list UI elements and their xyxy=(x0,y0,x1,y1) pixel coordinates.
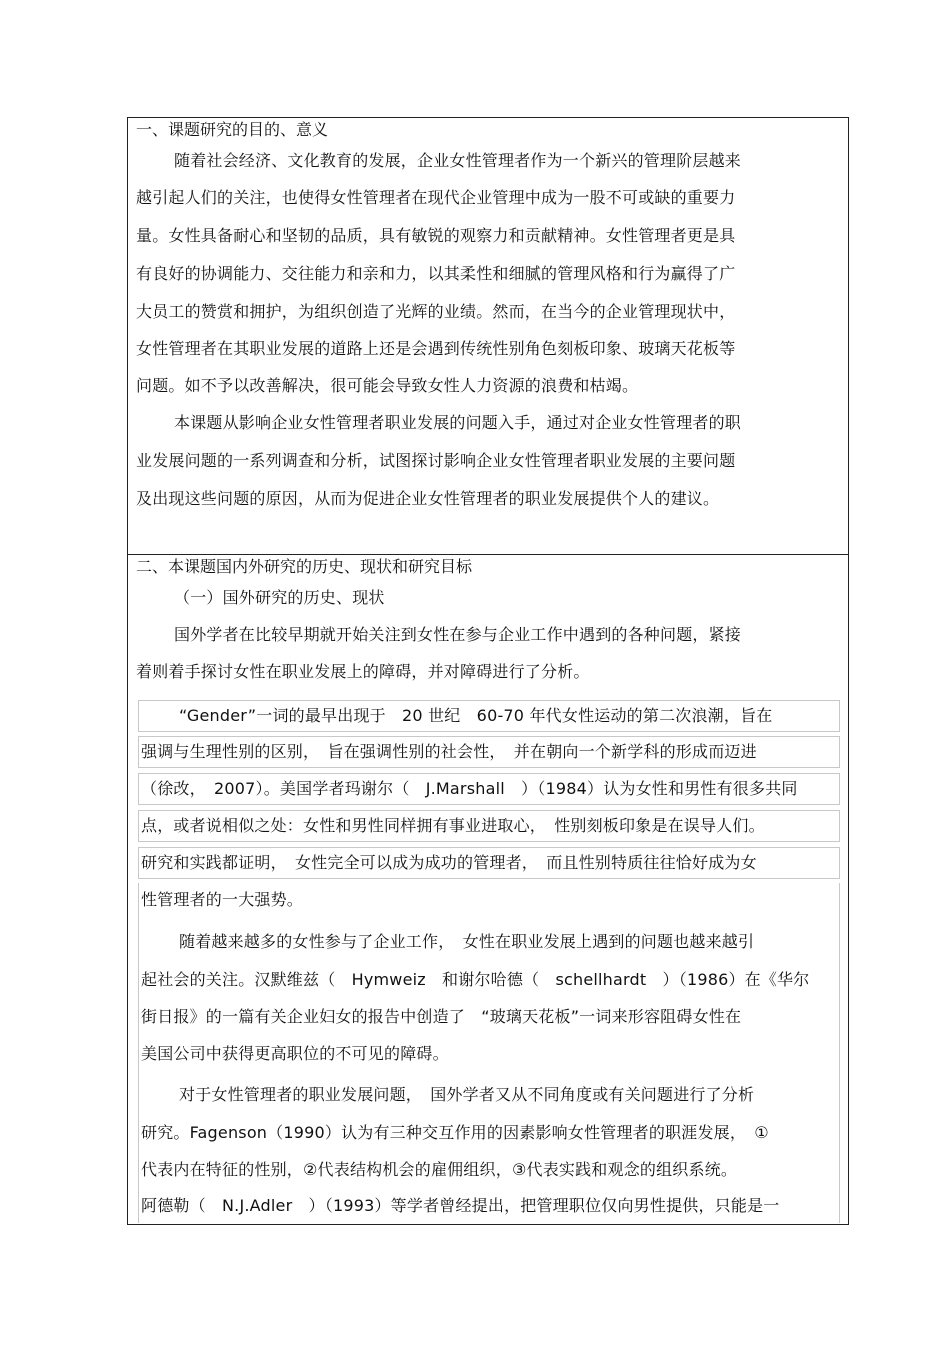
paragraph-line: 阿德勒（ N.J.Adler ）（1993）等学者曾经提出，把管理职位仅向男性提供，只能是一 xyxy=(141,1196,780,1215)
paragraph-line: 随着社会经济、文化教育的发展，企业女性管理者作为一个新兴的管理阶层越来 xyxy=(174,151,742,170)
text-box-line xyxy=(138,773,840,805)
text-box-line xyxy=(138,810,840,842)
paragraph-line: 大员工的赞赏和拥护，为组织创造了光辉的业绩。然而，在当今的企业管理现状中， xyxy=(136,302,736,321)
paragraph-line: 女性管理者在其职业发展的道路上还是会遇到传统性别角色刻板印象、玻璃天花板等 xyxy=(136,339,736,358)
paragraph-line: 代表内在特征的性别，②代表结构机会的雇佣组织，③代表实践和观念的组织系统。 xyxy=(141,1160,738,1179)
subheading: （一）国外研究的历史、现状 xyxy=(174,588,385,607)
paragraph-line: 对于女性管理者的职业发展问题， 国外学者又从不同角度或有关问题进行了分析 xyxy=(179,1085,755,1104)
paragraph-line: 街日报》的一篇有关企业妇女的报告中创造了 “玻璃天花板”一词来形容阻碍女性在 xyxy=(141,1007,742,1026)
paragraph-line: 及出现这些问题的原因，从而为促进企业女性管理者的职业发展提供个人的建议。 xyxy=(136,489,720,508)
paragraph-line: 起社会的关注。汉默维兹（ Hymweiz 和谢尔哈德（ schellhardt ）（1986）在《华尔 xyxy=(141,970,810,989)
paragraph-line: 问题。如不予以改善解决，很可能会导致女性人力资源的浪费和枯竭。 xyxy=(136,376,639,395)
paragraph-line: 业发展问题的一系列调查和分析，试图探讨影响企业女性管理者职业发展的主要问题 xyxy=(136,451,736,470)
paragraph-line: 随着越来越多的女性参与了企业工作， 女性在职业发展上遇到的问题也越来越引 xyxy=(179,932,755,951)
paragraph-line: 美国公司中获得更高职位的不可见的障碍。 xyxy=(141,1044,449,1063)
boxed-line: “Gender”一词的最早出现于 20 世纪 60-70 年代女性运动的第二次浪潮，旨在 xyxy=(179,706,773,725)
text-box-line xyxy=(138,700,840,732)
inner-text-region xyxy=(138,883,840,1223)
paragraph-line: 越引起人们的关注，也使得女性管理者在现代企业管理中成为一股不可或缺的重要力 xyxy=(136,188,736,207)
boxed-line: 强调与生理性别的区别， 旨在强调性别的社会性， 并在朝向一个新学科的形成而迈进 xyxy=(141,742,757,761)
text-box-line xyxy=(138,736,840,768)
boxed-line: 点，或者说相似之处：女性和男性同样拥有事业进取心， 性别刻板印象是在误导人们。 xyxy=(141,816,765,835)
boxed-line: 研究和实践都证明， 女性完全可以成为成功的管理者， 而且性别特质往往恰好成为女 xyxy=(141,853,757,872)
paragraph-line: 量。女性具备耐心和坚韧的品质，具有敏锐的观察力和贡献精神。女性管理者更是具 xyxy=(136,226,736,245)
paragraph-line: 国外学者在比较早期就开始关注到女性在参与企业工作中遇到的各种问题，紧接 xyxy=(174,625,742,644)
text-box-line xyxy=(138,847,840,879)
paragraph-line: 性管理者的一大强势。 xyxy=(141,890,304,909)
boxed-line: （徐改， 2007）。美国学者玛谢尔（ J.Marshall ）（1984）认为女性和男性有很多共同 xyxy=(141,779,798,798)
section-purpose-heading: 一、课题研究的目的、意义 xyxy=(136,120,329,139)
paragraph-line: 着则着手探讨女性在职业发展上的障碍，并对障碍进行了分析。 xyxy=(136,662,590,681)
section-research-heading: 二、本课题国内外研究的历史、现状和研究目标 xyxy=(136,557,473,576)
section-purpose-frame xyxy=(127,117,849,555)
paragraph-line: 有良好的协调能力、交往能力和亲和力，以其柔性和细腻的管理风格和行为赢得了广 xyxy=(136,264,736,283)
paragraph-line: 研究。Fagenson（1990）认为有三种交互作用的因素影响女性管理者的职涯发展， ① xyxy=(141,1123,769,1142)
section-research-frame xyxy=(127,554,849,1225)
paragraph-line: 本课题从影响企业女性管理者职业发展的问题入手，通过对企业女性管理者的职 xyxy=(174,413,742,432)
